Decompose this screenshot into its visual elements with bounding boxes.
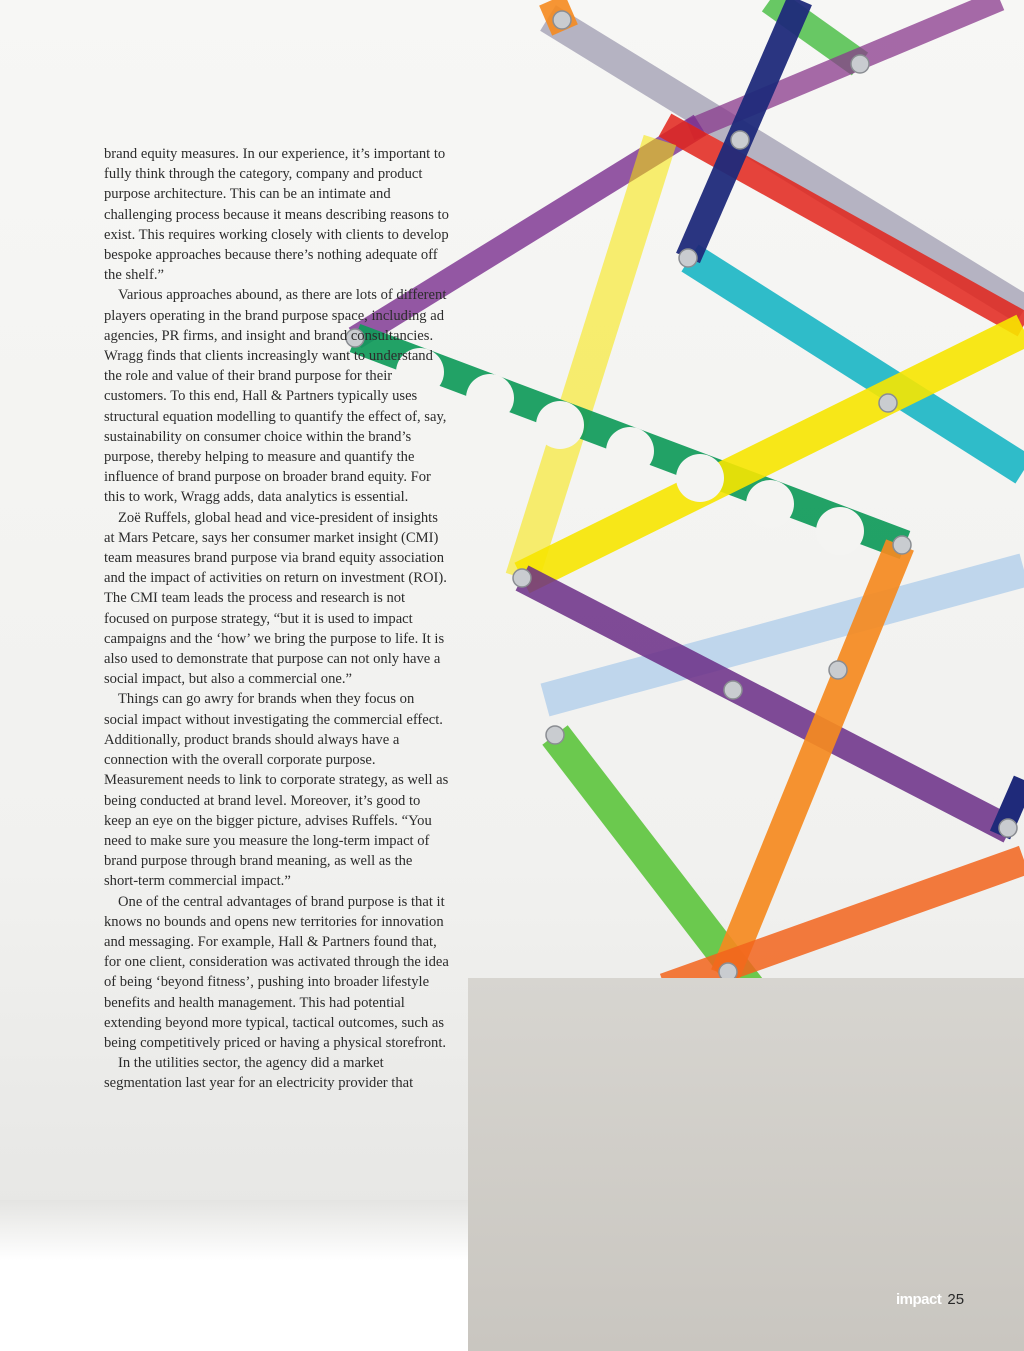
article-body bbox=[104, 144, 450, 1094]
magazine-logo: impact bbox=[896, 1291, 942, 1308]
page-number: 25 bbox=[947, 1291, 965, 1308]
article-paragraph: Zoë Ruffels, global head and vice-president of insights at Mars Petcare, says her consumer market insight (CMI) team measures brand purpose via brand equity association and the impact of activities on return on investment (ROI). The CMI team leads the process and research is not focused on purpose strategy, “but it is used to impact campaigns and the ‘how’ we bring the purpose to life. It is also used to demonstrate that purpose can not only have a social impact, but also a commercial one.” bbox=[104, 509, 447, 688]
article-paragraph: Various approaches abound, as there are lots of different players operating in the brand purpose space, including ad agencies, PR firms, and insight and brand consultancies. Wragg finds that clients increasingly want to understand the role and value of their brand purpose for their customers. To this end, Hall & Partners typically uses structural equation modelling to quantify the effect of, say, sustainability on consumer choice within the brand’s purpose, thereby helping to measure and quantify the influence of brand purpose on broader brand equity. For this to work, Wragg adds, data analytics is essential. bbox=[104, 287, 447, 506]
article-paragraph: One of the central advantages of brand purpose is that it knows no bounds and opens new territories for innovation and messaging. For example, Hall & Partners found that, for one client, consideration was activated through the idea of being ‘beyond fitness’, pushing into broader lifestyle benefits and health management. This had potential extending beyond more typical, tactical outcomes, such as being competitively priced or having a physical storefront. bbox=[104, 893, 449, 1051]
bar-purple-top bbox=[690, 0, 1000, 130]
article-paragraph: brand equity measures. In our experience, it’s important to fully think through the category, company and product purpose architecture. This can be an intimate and challenging process because it means describing reasons to exist. This requires working closely with clients to develop bespoke approaches because there’s nothing adequate off the shelf.” bbox=[104, 146, 449, 284]
article-paragraph: In the utilities sector, the agency did a market segmentation last year for an electricity provider that bbox=[104, 1055, 414, 1092]
page-footer bbox=[896, 1291, 964, 1313]
article-paragraph: Things can go awry for brands when they focus on social impact without investigating the commercial effect. Additionally, product brands should always have a connection with the overall corporate purpose. Measurement needs to link to corporate strategy, as well as being conducted at brand level. Moreover, it’s good to keep an eye on the bigger picture, advises Ruffels. “You need to make sure you measure the long-term impact of brand purpose through brand meaning, as well as the short-term commercial impact.” bbox=[104, 691, 449, 890]
